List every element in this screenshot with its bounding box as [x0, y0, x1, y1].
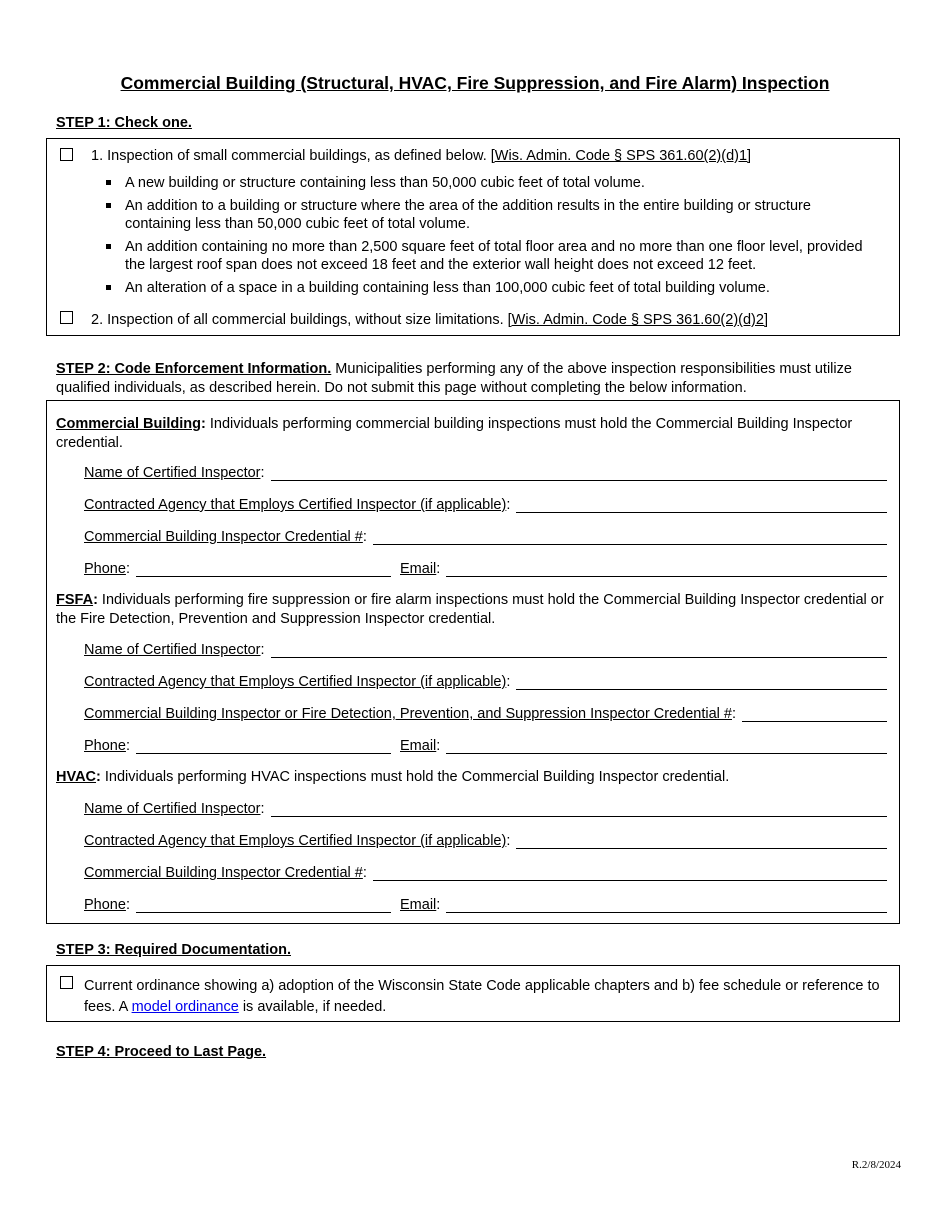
- fsfa-section-desc: FSFA: Individuals performing fire suppression or fire alarm inspections must hold the Commercial Building Inspector credential or the Fire Detection, Prevention and Suppression Inspector credential.: [56, 592, 884, 627]
- fsfa-section-label: FSFA: [56, 592, 94, 608]
- fsfa-name-field: Name of Certified Inspector :: [84, 642, 887, 658]
- fsfa-phone-input[interactable]: [136, 738, 391, 754]
- commercial-email-field: Email :: [400, 561, 887, 577]
- option1-label: [91, 148, 751, 164]
- fsfa-name-input[interactable]: [271, 642, 887, 658]
- step1-heading: STEP 1: Check one.: [56, 115, 192, 131]
- option2-text: 2. Inspection of all commercial buildings, without size limitations.: [91, 312, 508, 328]
- commercial-phone-field: Phone :: [84, 561, 391, 577]
- hvac-name-input[interactable]: [271, 801, 887, 817]
- option1-checkbox[interactable]: [60, 148, 73, 161]
- commercial-agency-field: Contracted Agency that Employs Certified Inspector (if applicable) :: [84, 497, 887, 513]
- commercial-section-desc: Commercial Building: Individuals performing commercial building inspections must hold the Commercial Building Inspector credential.: [56, 416, 853, 451]
- ordinance-text: Current ordinance showing a) adoption of the Wisconsin State Code applicable chapters and b) fee schedule or reference to fees. A model ordinance is available, if needed.: [84, 978, 880, 1015]
- hvac-agency-field: Contracted Agency that Employs Certified Inspector (if applicable) :: [84, 833, 887, 849]
- step3-heading: STEP 3: Required Documentation.: [56, 942, 291, 958]
- bullet-square-icon: [106, 244, 111, 249]
- commercial-credential-field: Commercial Building Inspector Credential # :: [84, 529, 887, 545]
- list-item: An addition to a building or structure where the area of the addition results in the entire building or structure containing less than 50,000 cubic feet of total volume.: [106, 197, 876, 233]
- hvac-email-field: Email :: [400, 897, 887, 913]
- list-item: A new building or structure containing less than 50,000 cubic feet of total volume.: [106, 174, 876, 192]
- bullet-square-icon: [106, 285, 111, 290]
- commercial-agency-input[interactable]: [516, 497, 887, 513]
- hvac-section-label: HVAC: [56, 769, 97, 785]
- ordinance-checkbox[interactable]: [60, 976, 73, 989]
- fsfa-agency-input[interactable]: [516, 674, 887, 690]
- list-item: An addition containing no more than 2,500 square feet of total floor area and no more than one floor level, provided the largest roof span does not exceed 18 feet and the exterior wall height does not exceed 12 feet.: [106, 238, 876, 274]
- model-ordinance-link[interactable]: model ordinance: [131, 999, 239, 1015]
- commercial-name-input[interactable]: [271, 465, 887, 481]
- page-title: Commercial Building (Structural, HVAC, Fire Suppression, and Fire Alarm) Inspection: [120, 73, 830, 93]
- fsfa-email-field: Email :: [400, 738, 887, 754]
- step2-intro: [56, 360, 906, 398]
- option1-citation: [Wis. Admin. Code § SPS 361.60(2)(d)1]: [490, 148, 752, 164]
- hvac-email-input[interactable]: [446, 897, 887, 913]
- step2-heading: STEP 2: Code Enforcement Information.: [56, 361, 332, 377]
- hvac-name-field: Name of Certified Inspector :: [84, 801, 887, 817]
- hvac-credential-input[interactable]: [373, 865, 887, 881]
- hvac-agency-input[interactable]: [516, 833, 887, 849]
- revision-date: R.2/8/2024: [851, 1159, 901, 1171]
- commercial-credential-input[interactable]: [373, 529, 887, 545]
- commercial-name-field: Name of Certified Inspector :: [84, 465, 887, 481]
- fsfa-phone-field: Phone :: [84, 738, 391, 754]
- option1-text: 1. Inspection of small commercial buildings, as defined below.: [91, 148, 491, 164]
- option2-label: [91, 312, 768, 328]
- list-item: An alteration of a space in a building containing less than 100,000 cubic feet of total building volume.: [106, 279, 876, 297]
- hvac-section-desc: HVAC: Individuals performing HVAC inspections must hold the Commercial Building Inspector credential.: [56, 769, 730, 785]
- option2-checkbox[interactable]: [60, 311, 73, 324]
- hvac-phone-input[interactable]: [136, 897, 391, 913]
- commercial-email-input[interactable]: [446, 561, 887, 577]
- option1-bullet-list: [106, 174, 876, 302]
- bullet-square-icon: [106, 203, 111, 208]
- fsfa-credential-input[interactable]: [742, 706, 887, 722]
- fsfa-agency-field: Contracted Agency that Employs Certified Inspector (if applicable) :: [84, 674, 887, 690]
- fsfa-credential-field: Commercial Building Inspector or Fire Detection, Prevention, and Suppression Inspector Credential # :: [84, 706, 887, 722]
- fsfa-email-input[interactable]: [446, 738, 887, 754]
- step4-heading: STEP 4: Proceed to Last Page.: [56, 1044, 267, 1060]
- hvac-phone-field: Phone :: [84, 897, 391, 913]
- commercial-section-label: Commercial Building: [56, 416, 202, 432]
- bullet-square-icon: [106, 180, 111, 185]
- commercial-phone-input[interactable]: [136, 561, 391, 577]
- step2-intro-text: Municipalities performing any of the above inspection responsibilities must utilize qualified individuals, as described herein. Do not submit this page without completing the below information.: [56, 361, 852, 396]
- option2-citation: [Wis. Admin. Code § SPS 361.60(2)(d)2]: [507, 312, 768, 328]
- hvac-credential-field: Commercial Building Inspector Credential # :: [84, 865, 887, 881]
